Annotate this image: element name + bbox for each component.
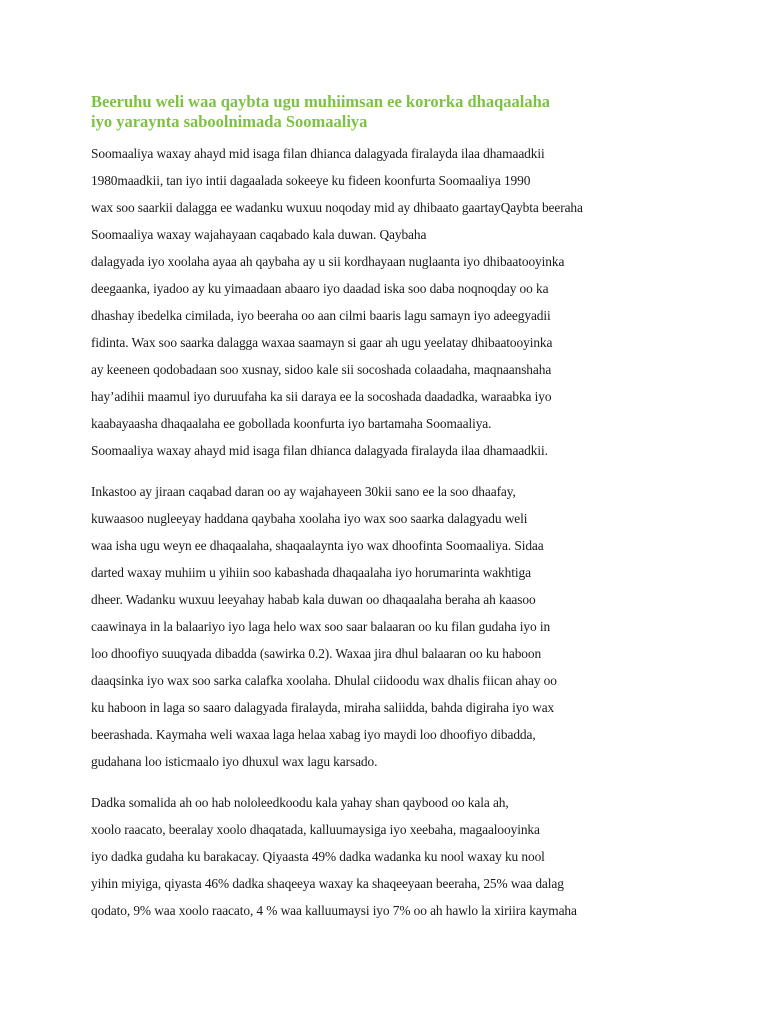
title-line: Beeruhu weli waa qaybta ugu muhiimsan ee kororka dhaqaalaha xyxy=(91,92,551,111)
text-line: yihin miyiga, qiyasta 46% dadka shaqeeya waxay ka shaqeeyaan beeraha, 25% waa dalag xyxy=(91,876,564,891)
text-line: wax soo saarkii dalagga ee wadanku wuxuu noqoday mid ay dhibaato gaartayQaybta beeraha xyxy=(91,200,583,215)
text-line: dalagyada iyo xoolaha ayaa ah qaybaha ay u sii kordhayaan nuglaanta iyo dhibaatooyinka xyxy=(91,254,565,269)
text-line: loo dhoofiyo suuqyada dibadda (sawirka 0.2). Waxaa jira dhul balaaran oo ku haboon xyxy=(91,646,542,661)
text-line: dheer. Wadanku wuxuu leeyahay habab kala duwan oo dhaqaalaha beraha ah kaasoo xyxy=(91,592,536,607)
text-line: darted waxay muhiim u yihiin soo kabashada dhaqaalaha iyo horumarinta wakhtiga xyxy=(91,565,531,580)
text-line: gudahana loo isticmaalo iyo dhuxul wax lagu karsado. xyxy=(91,754,378,769)
text-line: Soomaaliya waxay wajahayaan caqabado kala duwan. Qaybaha xyxy=(91,227,427,242)
text-line: Inkastoo ay jiraan caqabad daran oo ay wajahayeen 30kii sano ee la soo dhaafay, xyxy=(91,484,516,499)
text-line: caawinaya in la balaariyo iyo laga helo wax soo saar balaaran oo ku filan gudaha iyo in xyxy=(91,619,551,634)
document-title xyxy=(91,92,691,132)
text-line: dhashay ibedelka cimilada, iyo beeraha oo aan cilmi baaris lagu samayn iyo adeegyadii xyxy=(91,308,551,323)
text-line: fidinta. Wax soo saarka dalagga waxaa saamayn si gaar ah ugu yeelatay dhibaatooyinka xyxy=(91,335,553,350)
document-page xyxy=(91,92,691,938)
title-line: iyo yaraynta saboolnimada Soomaaliya xyxy=(91,112,368,131)
text-line: Soomaaliya waxay ahayd mid isaga filan dhianca dalagyada firalayda ilaa dhamaadkii. xyxy=(91,443,548,458)
paragraph xyxy=(91,478,691,775)
text-line: kuwaasoo nugleeyay haddana qaybaha xoolaha iyo wax soo saarka dalagyadu weli xyxy=(91,511,528,526)
text-line: ay keeneen qodobadaan soo xusnay, sidoo kale sii socoshada colaadaha, maqnaanshaha xyxy=(91,362,552,377)
text-line: Dadka somalida ah oo hab nololeedkoodu kala yahay shan qaybood oo kala ah, xyxy=(91,795,509,810)
text-line: daaqsinka iyo wax soo sarka calafka xoolaha. Dhulal ciidoodu wax dhalis fiican ahay oo xyxy=(91,673,557,688)
text-line: ku haboon in laga so saaro dalagyada firalayda, miraha saliidda, bahda digiraha iyo wax xyxy=(91,700,555,715)
text-line: waa isha ugu weyn ee dhaqaalaha, shaqaalaynta iyo wax dhoofinta Soomaaliya. Sidaa xyxy=(91,538,544,553)
text-line: Soomaaliya waxay ahayd mid isaga filan dhianca dalagyada firalayda ilaa dhamaadkii xyxy=(91,146,545,161)
text-line: 1980maadkii, tan iyo intii dagaalada sokeeye ku fideen koonfurta Soomaaliya 1990 xyxy=(91,173,531,188)
paragraph xyxy=(91,789,691,924)
text-line: hay’adihii maamul iyo duruufaha ka sii daraya ee la socoshada daadadka, waraabka iyo xyxy=(91,389,552,404)
text-line: iyo dadka gudaha ku barakacay. Qiyaasta 49% dadka wadanka ku nool waxay ku nool xyxy=(91,849,545,864)
text-line: deegaanka, iyadoo ay ku yimaadaan abaaro iyo daadad iska soo daba noqnoqday oo ka xyxy=(91,281,549,296)
text-line: beerashada. Kaymaha weli waxaa laga helaa xabag iyo maydi loo dhoofiyo dibadda, xyxy=(91,727,536,742)
text-line: xoolo raacato, beeralay xoolo dhaqatada, kalluumaysiga iyo xeebaha, magaalooyinka xyxy=(91,822,540,837)
text-line: qodato, 9% waa xoolo raacato, 4 % waa kalluumaysi iyo 7% oo ah hawlo la xiriira kaymaha xyxy=(91,903,577,918)
text-line: kaabayaasha dhaqaalaha ee gobollada koonfurta iyo bartamaha Soomaaliya. xyxy=(91,416,492,431)
paragraph xyxy=(91,140,691,464)
